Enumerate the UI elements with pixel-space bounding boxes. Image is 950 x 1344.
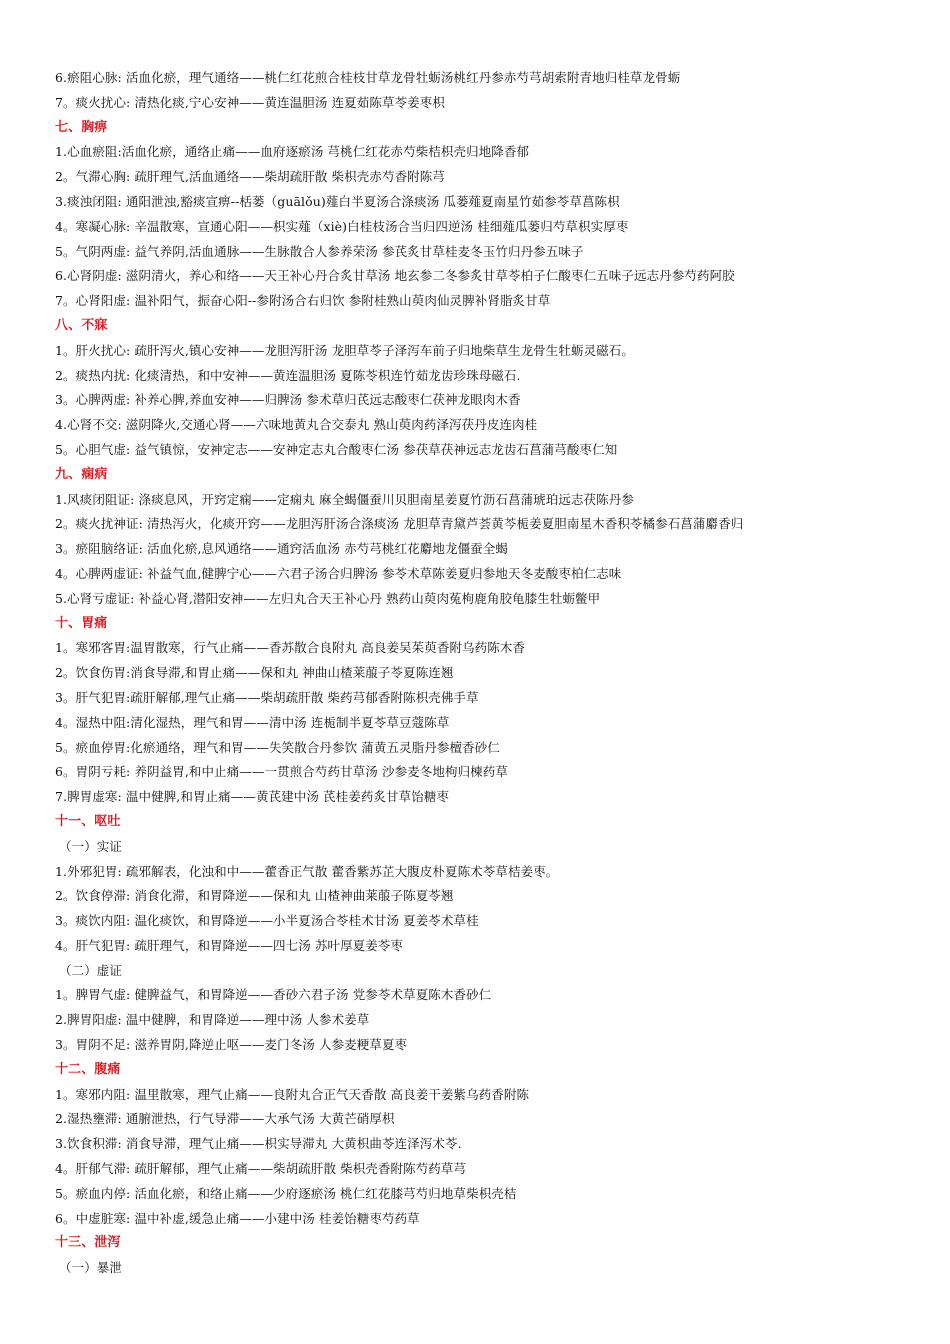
subsection-label: （一）暴泄 xyxy=(59,1260,123,1276)
syndrome-line: 4。肝气犯胃: 疏肝理气，和胃降逆——四七汤 苏叶厚夏姜苓枣 xyxy=(55,937,404,953)
syndrome-line: 4.心肾不交: 滋阴降火,交通心肾——六味地黄丸合交泰丸 熟山萸肉药泽泻茯丹皮连肉桂 xyxy=(55,417,538,433)
syndrome-line: 5。瘀血停胃:化瘀通络，理气和胃——失笑散合丹参饮 蒲黄五灵脂丹参檀香砂仁 xyxy=(55,739,500,755)
syndrome-line: 3.饮食积滞: 消食导滞，理气止痛——枳实导滞丸 大黄枳曲苓连泽泻术苓. xyxy=(55,1136,462,1152)
section-heading: 十二、腹痛 xyxy=(55,1061,121,1077)
syndrome-line: 5。心胆气虚: 益气镇惊，安神定志——安神定志丸合酸枣仁汤 参茯草茯神远志龙齿石菖蒲芎酸枣仁知 xyxy=(55,441,618,457)
section-heading: 八、不寐 xyxy=(55,317,108,333)
syndrome-line: 2.脾胃阳虚: 温中健脾，和胃降逆——理中汤 人参术姜草 xyxy=(55,1012,370,1028)
section-heading: 九、痫病 xyxy=(55,466,108,482)
syndrome-line: 1.风痰闭阻证: 涤痰息风，开窍定痫——定痫丸 麻全蝎僵蚕川贝胆南星姜夏竹沥石菖蒲琥珀远志茯陈丹参 xyxy=(55,491,634,507)
syndrome-line: 1.心血瘀阻:活血化瘀，通络止痛——血府逐瘀汤 芎桃仁红花赤芍柴桔枳壳归地降香郁 xyxy=(55,144,530,160)
syndrome-line: 6.心肾阴虚: 滋阴清火，养心和络——天王补心丹合炙甘草汤 地玄参二冬参炙甘草苓柏子仁酸枣仁五味子远志丹参芍药阿胶 xyxy=(55,268,735,284)
syndrome-line: 3.痰浊闭阻: 通阳泄浊,豁痰宣痹--栝蒌（guālǒu)薤白半夏汤合涤痰汤 瓜蒌薤夏南星竹茹参苓草菖陈枳 xyxy=(55,193,620,209)
syndrome-line: 4。心脾两虚证: 补益气血,健脾宁心——六君子汤合归脾汤 参苓术草陈姜夏归参地天冬麦酸枣柏仁志味 xyxy=(55,565,622,581)
syndrome-line: 1.外邪犯胃: 疏邪解表，化浊和中——藿香正气散 藿香紫苏芷大腹皮朴夏陈术苓草桔姜枣。 xyxy=(55,863,559,879)
syndrome-line: 5。瘀血内停: 活血化瘀，和络止痛——少府逐瘀汤 桃仁红花膝芎芍归地草柴枳壳桔 xyxy=(55,1185,517,1201)
subsection-label: （二）虚证 xyxy=(59,962,123,978)
syndrome-line: 4。湿热中阻:清化湿热，理气和胃——清中汤 连栀制半夏苓草豆蔻陈草 xyxy=(55,714,450,730)
syndrome-line: 2。痰热内扰: 化痰清热，和中安神——黄连温胆汤 夏陈苓枳连竹茹龙齿珍珠母磁石. xyxy=(55,367,521,383)
syndrome-line: 3。肝气犯胃:疏肝解郁,理气止痛——柴胡疏肝散 柴药芎郁香附陈枳壳佛手草 xyxy=(55,689,479,705)
syndrome-line: 3。心脾两虚: 补养心脾,养血安神——归脾汤 参术草归芪远志酸枣仁茯神龙眼肉木香 xyxy=(55,392,521,408)
document-body xyxy=(55,66,935,1281)
syndrome-line: 3。痰饮内阻: 温化痰饮，和胃降逆——小半夏汤合苓桂术甘汤 夏姜苓术草桂 xyxy=(55,913,479,929)
syndrome-line: 6。中虚脏寒: 温中补虚,缓急止痛——小建中汤 桂姜饴糖枣芍药草 xyxy=(55,1210,420,1226)
section-heading: 十三、泄泻 xyxy=(55,1235,121,1251)
syndrome-line: 1。脾胃气虚: 健脾益气，和胃降逆——香砂六君子汤 党参苓术草夏陈木香砂仁 xyxy=(55,987,492,1003)
syndrome-line: 2。饮食停滞: 消食化滞，和胃降逆——保和丸 山楂神曲莱菔子陈夏苓翘 xyxy=(55,888,454,904)
syndrome-line: 2。痰火扰神证: 清热泻火，化痰开窍——龙胆泻肝汤合涤痰汤 龙胆草青黛芦荟黄芩栀姜夏胆南星木香积苓橘参石菖蒲麝香归 xyxy=(55,516,744,532)
syndrome-line: 7.脾胃虚寒: 温中健脾,和胃止痛——黄芪建中汤 芪桂姜药炙甘草饴糖枣 xyxy=(55,789,450,805)
syndrome-line: 3。胃阴不足: 滋养胃阴,降逆止呕——麦门冬汤 人参麦粳草夏枣 xyxy=(55,1037,408,1053)
syndrome-line: 2。饮食伤胃:消食导滞,和胃止痛——保和丸 神曲山楂莱菔子苓夏陈连翘 xyxy=(55,665,454,681)
syndrome-line: 1。寒邪客胃:温胃散寒，行气止痛——香苏散合良附丸 高良姜吴茱萸香附乌药陈木香 xyxy=(55,640,526,656)
syndrome-line: 6。胃阴亏耗: 养阴益胃,和中止痛——一贯煎合芍药甘草汤 沙参麦冬地枸归楝药草 xyxy=(55,764,508,780)
syndrome-line: 7。痰火扰心: 清热化痰,宁心安神——黄连温胆汤 连夏茹陈草苓姜枣枳 xyxy=(55,94,445,110)
syndrome-line: 1。寒邪内阻: 温里散寒，理气止痛——良附丸合正气天香散 高良姜干姜紫乌药香附陈 xyxy=(55,1086,530,1102)
syndrome-line: 4。寒凝心脉: 辛温散寒，宣通心阳——枳实薤（xiè)白桂枝汤合当归四逆汤 桂细薤瓜蒌归芍草枳实厚枣 xyxy=(55,218,629,234)
section-heading: 十、胃痛 xyxy=(55,615,108,631)
subsection-label: （一）实证 xyxy=(59,838,123,854)
syndrome-line: 4。肝郁气滞: 疏肝解郁，理气止痛——柴胡疏肝散 柴枳壳香附陈芍药草芎 xyxy=(55,1161,467,1177)
syndrome-line: 7。心肾阳虚: 温补阳气，振奋心阳--参附汤合右归饮 参附桂熟山萸肉仙灵脾补肾脂炙甘草 xyxy=(55,293,551,309)
syndrome-line: 5。气阴两虚: 益气养阴,活血通脉——生脉散合人参养荣汤 参芪炙甘草桂麦冬玉竹归丹参五味子 xyxy=(55,243,584,259)
section-heading: 七、胸痹 xyxy=(55,119,108,135)
syndrome-line: 1。肝火扰心: 疏肝泻火,镇心安神——龙胆泻肝汤 龙胆草苓子泽泻车前子归地柴草生龙骨生牡蛎灵磁石。 xyxy=(55,342,634,358)
syndrome-line: 5.心肾亏虚证: 补益心肾,潜阳安神——左归丸合天王补心丹 熟药山萸肉菟枸鹿角胶龟膝生牡蛎鳖甲 xyxy=(55,590,601,606)
syndrome-line: 2。气滞心胸: 疏肝理气,活血通络——柴胡疏肝散 柴枳壳赤芍香附陈芎 xyxy=(55,169,445,185)
syndrome-line: 2.湿热壅滞: 通腑泄热，行气导滞——大承气汤 大黄芒硝厚枳 xyxy=(55,1111,395,1127)
syndrome-line: 6.瘀阻心脉: 活血化瘀，理气通络——桃仁红花煎合桂枝甘草龙骨牡蛎汤桃红丹参赤芍芎胡索附青地归桂草龙骨蛎 xyxy=(55,70,681,85)
syndrome-line: 3。瘀阻脑络证: 活血化瘀,息风通络——通窍活血汤 赤芍芎桃红花麝地龙僵蚕全蝎 xyxy=(55,541,508,557)
section-heading: 十一、呕吐 xyxy=(55,813,121,829)
